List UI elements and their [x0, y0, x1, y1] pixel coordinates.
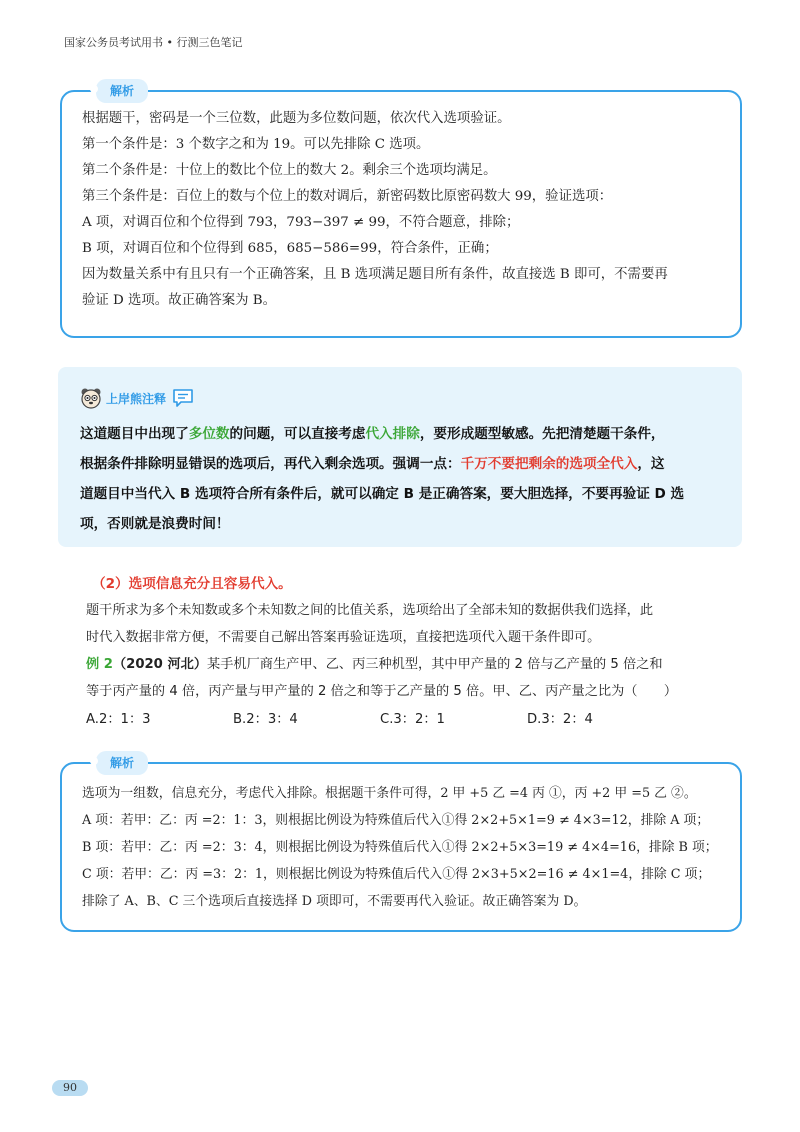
- option-c: C.3：2：1: [380, 712, 445, 727]
- analysis-line: 第一个条件是：3 个数字之和为 19。可以先排除 C 选项。: [82, 137, 430, 152]
- analysis-line: 因为数量关系中有且只有一个正确答案，且 B 选项满足题目所有条件，故直接选 B 即可，不需要再: [82, 267, 668, 282]
- bear-note: [58, 367, 742, 547]
- example-label: 例 2: [86, 657, 113, 672]
- note-line: 道题目中当代入 B 选项符合所有条件后，就可以确定 B 是正确答案，要大胆选择，不要再验证 D 选: [80, 486, 685, 502]
- highlight-warning: 千万不要把剩余的选项全代入: [460, 456, 638, 472]
- example-source: （2020 河北）: [112, 657, 208, 672]
- option-b: B.2：3：4: [233, 712, 298, 727]
- example-line: 等于丙产量的 4 倍，丙产量与甲产量的 2 倍之和等于乙产量的 5 倍。甲、乙、丙产量之比为（ ）: [86, 684, 678, 699]
- analysis-body: [62, 92, 740, 324]
- analysis-tab: 解析: [96, 79, 148, 103]
- analysis-line: 验证 D 选项。故正确答案为 B。: [82, 293, 277, 308]
- body-paragraph: 题干所求为多个未知数或多个未知数之间的比值关系，选项给出了全部未知的数据供我们选择，此: [86, 603, 654, 618]
- analysis-line: C 项：若甲：乙：丙 =3：2：1，则根据比例设为特殊值后代入①得 2×3+5×2=16 ≠ 4×1=4，排除 C 项；: [82, 867, 711, 882]
- analysis-body: [62, 764, 740, 925]
- note-header: [80, 387, 194, 409]
- analysis-box-1: [60, 84, 742, 338]
- analysis-line: 第三个条件是：百位上的数与个位上的数对调后，新密码数比原密码数大 99，验证选项：: [82, 189, 613, 204]
- note-title: 上岸熊注释: [106, 391, 167, 406]
- answer-options: [86, 706, 736, 733]
- note-line: [80, 449, 728, 479]
- body-text: [86, 597, 736, 733]
- highlight-multidigit: 多位数: [188, 426, 230, 442]
- note-text-segment: 的问题，可以直接考虑: [229, 426, 366, 442]
- example-line: [86, 651, 736, 678]
- analysis-box-2: [60, 756, 742, 932]
- analysis-line: 第二个条件是：十位上的数比个位上的数大 2。剩余三个选项均满足。: [82, 163, 497, 178]
- analysis-line: A 项，对调百位和个位得到 793，793−397 ≠ 99，不符合题意，排除；: [82, 215, 520, 230]
- note-text: [80, 419, 728, 539]
- analysis-line: B 项，对调百位和个位得到 685，685−586=99，符合条件，正确；: [82, 241, 498, 256]
- note-line: 项，否则就是浪费时间！: [80, 516, 230, 532]
- note-text-segment: 根据条件排除明显错误的选项后，再代入剩余选项。强调一点：: [80, 456, 461, 472]
- note-text-segment: ，这: [637, 456, 665, 472]
- analysis-line: A 项：若甲：乙：丙 =2：1：3，则根据比例设为特殊值后代入①得 2×2+5×1=9 ≠ 4×3=12，排除 A 项；: [82, 813, 710, 828]
- page-number: 90: [52, 1080, 88, 1096]
- bear-mascot-icon: [80, 387, 102, 409]
- analysis-line: 根据题干，密码是一个三位数，此题为多位数问题，依次代入选项验证。: [82, 111, 511, 126]
- note-text-segment: ，要形成题型敏感。先把清楚题干条件，: [419, 426, 665, 442]
- body-paragraph: 时代入数据非常方便，不需要自己解出答案再验证选项，直接把选项代入题干条件即可。: [86, 630, 601, 645]
- speech-bubble-icon: [172, 388, 194, 408]
- example-text: 某手机厂商生产甲、乙、丙三种机型，其中甲产量的 2 倍与乙产量的 5 倍之和: [207, 657, 663, 672]
- running-header: 国家公务员考试用书 • 行测三色笔记: [64, 36, 243, 49]
- note-line: [80, 419, 728, 449]
- analysis-line: 选项为一组数，信息充分，考虑代入排除。根据题干条件可得，2 甲 +5 乙 =4 丙 ①，丙 +2 甲 =5 乙 ②。: [82, 786, 697, 801]
- highlight-substitution: 代入排除: [365, 426, 420, 442]
- section-title: （2）选项信息充分且容易代入。: [92, 576, 292, 592]
- option-d: D.3：2：4: [527, 712, 593, 727]
- analysis-line: B 项：若甲：乙：丙 =2：3：4，则根据比例设为特殊值后代入①得 2×2+5×3=19 ≠ 4×4=16，排除 B 项；: [82, 840, 718, 855]
- note-text-segment: 这道题目中出现了: [80, 426, 189, 442]
- analysis-tab: 解析: [96, 751, 148, 775]
- analysis-line: 排除了 A、B、C 三个选项后直接选择 D 项即可，不需要再代入验证。故正确答案为 D。: [82, 894, 587, 909]
- option-a: A.2：1：3: [86, 712, 151, 727]
